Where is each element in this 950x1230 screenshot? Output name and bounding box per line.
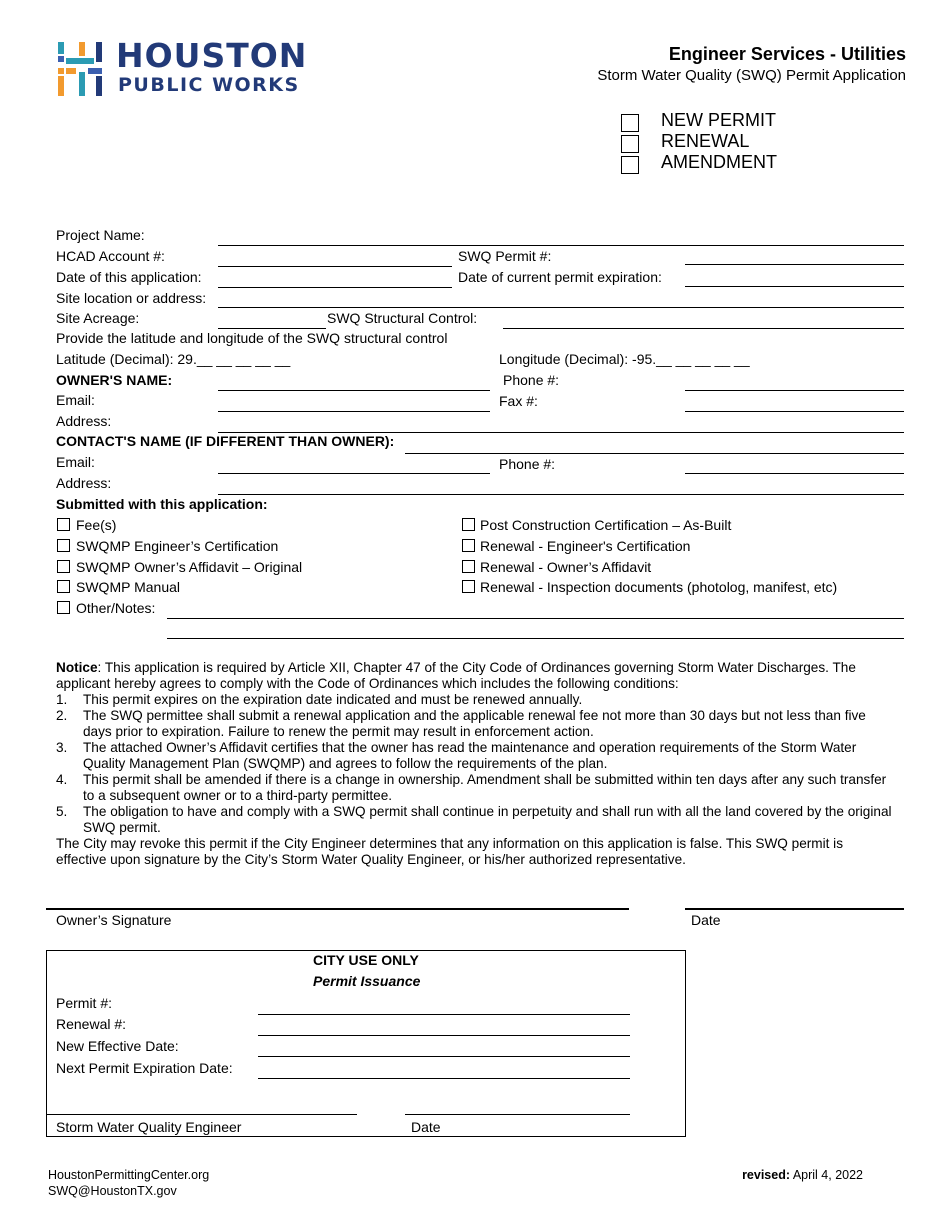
site-acreage-label: Site Acreage:: [56, 310, 140, 326]
notice-item: 5. The obligation to have and comply with a SWQ permit shall continue in perpetuity and shall run with all the land covered by the original SWQ permit.: [56, 804, 892, 835]
houston-public-works-logo: [56, 38, 336, 100]
next-expiration-date-label: Next Permit Expiration Date:: [56, 1060, 233, 1076]
date-expiration-input[interactable]: [685, 286, 904, 287]
site-acreage-input[interactable]: [218, 328, 326, 329]
hcad-input[interactable]: [218, 266, 452, 267]
engineer-date-label: Date: [411, 1119, 441, 1135]
contact-address-label: Address:: [56, 475, 112, 491]
swq-permit-input[interactable]: [685, 264, 904, 265]
swqmp-manual-checkbox[interactable]: [57, 580, 70, 593]
engineer-cert-checkbox[interactable]: [57, 539, 70, 552]
contact-email-label: Email:: [56, 454, 95, 470]
contact-name-input[interactable]: [405, 453, 904, 454]
site-location-input[interactable]: [218, 307, 904, 308]
other-notes-label: Other/Notes:: [76, 600, 156, 616]
notice-intro-text: : This application is required by Article XII, Chapter 47 of the City Code of Ordinances governing Storm Water Discharges. The applicant hereby agrees to comply with the Code of Ordinances which includes the following conditions:: [56, 660, 856, 691]
latitude-field[interactable]: Latitude (Decimal): 29.__ __ __ __ __: [56, 351, 291, 367]
renewal-number-label: Renewal #:: [56, 1016, 127, 1032]
permit-number-label: Permit #:: [56, 995, 113, 1011]
owner-fax-input[interactable]: [685, 411, 904, 412]
footer-website: HoustonPermittingCenter.org: [48, 1168, 210, 1182]
notice-intro: [56, 660, 896, 692]
notice-item: 2. The SWQ permittee shall submit a renewal application and the applicable renewal fee not more than 30 days but not less than five days prior to expiration. Failure to renew the permit may result in enforcement action.: [56, 708, 866, 739]
contact-name-label: CONTACT'S NAME (IF DIFFERENT THAN OWNER):: [56, 433, 395, 449]
swq-structural-label: SWQ Structural Control:: [327, 310, 478, 326]
project-name-input[interactable]: [218, 245, 904, 246]
swq-structural-input[interactable]: [503, 328, 904, 329]
post-construction-label: Post Construction Certification – As-Built: [480, 517, 732, 533]
renewal-label: RENEWAL: [661, 131, 750, 151]
notice-section: [56, 660, 896, 868]
new-effective-date-input[interactable]: [258, 1056, 630, 1057]
owner-phone-input[interactable]: [685, 390, 904, 391]
header-subtitle: Storm Water Quality (SWQ) Permit Application: [597, 67, 906, 84]
contact-phone-label: Phone #:: [499, 456, 556, 472]
fees-checkbox[interactable]: [57, 518, 70, 531]
renewal-engineer-label: Renewal - Engineer's Certification: [480, 538, 691, 554]
logo-houston-text: HOUSTON: [116, 36, 308, 75]
amendment-checkbox[interactable]: [621, 156, 639, 174]
notice-item: 1. This permit expires on the expiration date indicated and must be renewed annually.: [56, 692, 583, 707]
owner-email-label: Email:: [56, 392, 95, 408]
owner-affidavit-checkbox[interactable]: [57, 560, 70, 573]
new-permit-label: NEW PERMIT: [661, 110, 776, 130]
owner-name-label: OWNER'S NAME:: [56, 372, 173, 388]
renewal-checkbox[interactable]: [621, 135, 639, 153]
permit-number-input[interactable]: [258, 1014, 630, 1015]
footer-revised: [742, 1168, 863, 1182]
notice-item: 3. The attached Owner’s Affidavit certifies that the owner has read the maintenance and operation requirements of the Storm Water Quality Management Plan (SWQMP) and agrees to follow the requirements of the plan.: [56, 740, 857, 771]
renewal-number-input[interactable]: [258, 1035, 630, 1036]
owner-signature-label: Owner’s Signature: [56, 912, 172, 928]
city-use-only-box: [46, 950, 686, 1137]
fees-label: Fee(s): [76, 517, 117, 533]
new-effective-date-label: New Effective Date:: [56, 1038, 179, 1054]
contact-email-input[interactable]: [218, 473, 490, 474]
signature-date-label: Date: [691, 912, 721, 928]
revised-label: revised:: [742, 1168, 791, 1182]
renewal-owner-checkbox[interactable]: [462, 560, 475, 573]
owner-name-input[interactable]: [218, 390, 490, 391]
owner-fax-label: Fax #:: [499, 393, 538, 409]
signature-date-input[interactable]: [685, 908, 904, 910]
footer-email: SWQ@HoustonTX.gov: [48, 1184, 177, 1198]
hcad-label: HCAD Account #:: [56, 248, 165, 264]
project-name-label: Project Name:: [56, 227, 145, 243]
swq-permit-label: SWQ Permit #:: [458, 248, 552, 264]
owner-affidavit-label: SWQMP Owner’s Affidavit – Original: [76, 559, 303, 575]
notice-item: 4. This permit shall be amended if there is a change in ownership. Amendment shall be submitted within ten days after any such transfer to a subsequent owner or to a third-party permittee.: [56, 772, 887, 803]
swqmp-manual-label: SWQMP Manual: [76, 579, 180, 595]
renewal-inspection-label: Renewal - Inspection documents (photolog, manifest, etc): [480, 579, 838, 595]
notice-label: Notice: [56, 660, 98, 675]
longitude-field[interactable]: Longitude (Decimal): -95.__ __ __ __ __: [499, 351, 750, 367]
notice-conditions-list: [56, 692, 896, 836]
owner-signature-input[interactable]: [46, 908, 629, 910]
site-location-label: Site location or address:: [56, 290, 207, 306]
other-notes-checkbox[interactable]: [57, 601, 70, 614]
lat-long-instruction: Provide the latitude and longitude of the SWQ structural control: [56, 330, 448, 346]
logo-mark-icon: [56, 40, 108, 100]
amendment-label: AMENDMENT: [661, 152, 777, 172]
renewal-inspection-checkbox[interactable]: [462, 580, 475, 593]
contact-phone-input[interactable]: [685, 473, 904, 474]
owner-address-label: Address:: [56, 413, 112, 429]
renewal-owner-label: Renewal - Owner’s Affidavit: [480, 559, 652, 575]
city-use-title: CITY USE ONLY: [313, 952, 419, 968]
renewal-engineer-checkbox[interactable]: [462, 539, 475, 552]
date-application-label: Date of this application:: [56, 269, 202, 285]
header-title: Engineer Services - Utilities: [668, 44, 906, 64]
submitted-heading: Submitted with this application:: [56, 496, 268, 512]
engineer-cert-label: SWQMP Engineer’s Certification: [76, 538, 279, 554]
owner-email-input[interactable]: [218, 411, 490, 412]
owner-phone-label: Phone #:: [503, 372, 560, 388]
other-notes-input-line1[interactable]: [167, 618, 904, 619]
engineer-signature-input[interactable]: [47, 1114, 357, 1115]
engineer-label: Storm Water Quality Engineer: [56, 1119, 242, 1135]
new-permit-checkbox[interactable]: [621, 114, 639, 132]
date-expiration-label: Date of current permit expiration:: [458, 269, 662, 285]
other-notes-input-line2[interactable]: [167, 638, 904, 639]
next-expiration-date-input[interactable]: [258, 1078, 630, 1079]
revised-date: April 4, 2022: [792, 1168, 863, 1182]
contact-address-input[interactable]: [218, 494, 904, 495]
permit-issuance-subtitle: Permit Issuance: [313, 973, 421, 989]
notice-closing: The City may revoke this permit if the City Engineer determines that any information on this application is false. This SWQ permit is effective upon signature by the City’s Storm Water Quality Engineer, or his/her authorized representative.: [56, 836, 843, 867]
engineer-date-input[interactable]: [405, 1114, 630, 1115]
post-construction-checkbox[interactable]: [462, 518, 475, 531]
logo-public-works-text: PUBLIC WORKS: [118, 74, 300, 96]
date-application-input[interactable]: [218, 287, 452, 288]
